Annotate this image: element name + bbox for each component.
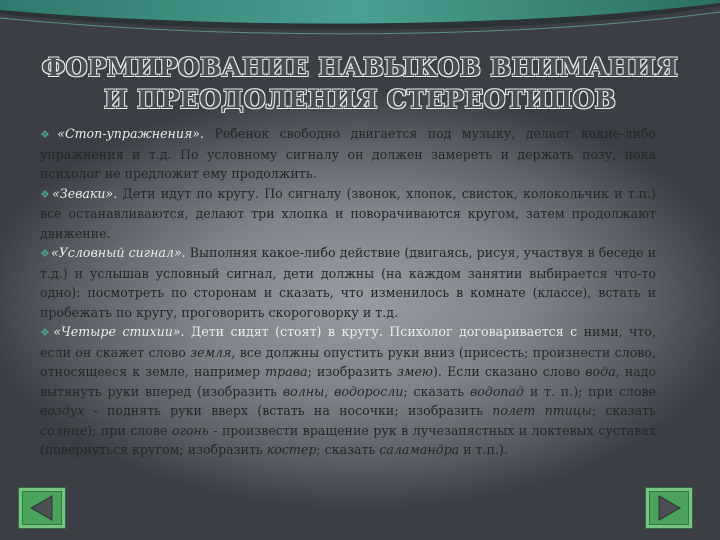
text-run: , надо вытянуть руки вперед (изобразить [40,364,657,399]
keyword: солнце [40,422,88,438]
exercise-description: Выполняя какое-либо действие (двигаясь, рисуя, участвуя в беседе и т.д.) и услышав условный сигнал, дети должны (на каждом занятии выбирается что-то одно): посмотреть по сторонам и сказать, что изменилось в комнате (классе), встать и пробежать по кругу, проговорить скороговорку и т.д. [40,245,656,320]
list-item [40,322,656,460]
diamond-bullet-icon: ❖ [40,187,52,201]
previous-slide-button[interactable] [18,487,66,529]
list-item [40,243,656,322]
keyword: воздух [40,403,85,418]
slide-title [40,52,680,116]
text-run: ними, что, если он скажет слово [40,324,656,360]
exercise-description: Ребенок свободно двигается под музыку, делает какие-либо упражнения и т.д. По условному сигналу он должен замереть и держать позу, пока психолог не предложит ему продолжить. [40,126,656,181]
keyword: змею [397,364,434,379]
keyword: водопад [469,383,525,399]
text-run: ; сказать [591,403,656,418]
list-item [40,184,656,244]
triangle-left-icon [19,488,65,528]
text-run: - поднять руки вверх (встать на носочки; изобразить [84,403,493,418]
text-run: ; изобразить [307,364,398,379]
title-line-2: И ПРЕОДОЛЕНИЯ СТЕРЕОТИПОВ [103,85,617,114]
keyword: трава [265,364,308,379]
keyword: полет птицы [492,403,592,418]
keyword: вода [585,364,616,379]
text-run: и т. п.); при слове [524,383,657,399]
text-run: , все должны опустить руки вниз (присесть; произнести слово, относящееся к земле, например [40,344,656,379]
text-run: - произвести вращение рук в лучезапястных и локтевых суставах (повернуться кругом; изобразить [40,422,656,457]
slide-content [40,124,656,460]
diamond-bullet-icon: ❖ [40,326,53,339]
exercise-name: «Четыре стихии». [53,324,185,339]
list-item [40,124,656,184]
exercise-name: «Стоп-упражнения». [57,126,204,141]
text-run: ); при слове [87,422,172,438]
text-run: ; сказать [403,383,470,399]
text-run: и т.п.). [459,442,508,457]
keyword: земля [190,344,232,360]
keyword: волны, водоросли [282,383,404,399]
keyword: костер [266,442,317,457]
diamond-bullet-icon: ❖ [40,247,50,260]
text-run: ; сказать [316,442,380,457]
header-swoosh-decoration [0,0,720,60]
exercise-name: «Зеваки». [52,185,118,201]
keyword: огонь [171,422,209,438]
next-slide-button[interactable] [645,487,693,529]
exercise-description: Дети идут по кругу. По сигналу (звонок, хлопок, свисток, колокольчик и т.п.) все останавливаются, делают три хлопка и поворачиваются кругом, затем продолжают движение. [40,185,656,241]
text-run: ). Если сказано слово [433,364,586,379]
triangle-right-icon [646,488,692,528]
title-line-1: ФОРМИРОВАНИЕ НАВЫКОВ ВНИМАНИЯ [41,53,679,82]
exercise-lead: Дети сидят (стоят) в кругу. Психолог договаривается с [184,324,578,339]
keyword: саламандра [379,442,460,457]
diamond-bullet-icon: ❖ [40,128,57,141]
exercise-name: «Условный сигнал». [51,245,186,260]
